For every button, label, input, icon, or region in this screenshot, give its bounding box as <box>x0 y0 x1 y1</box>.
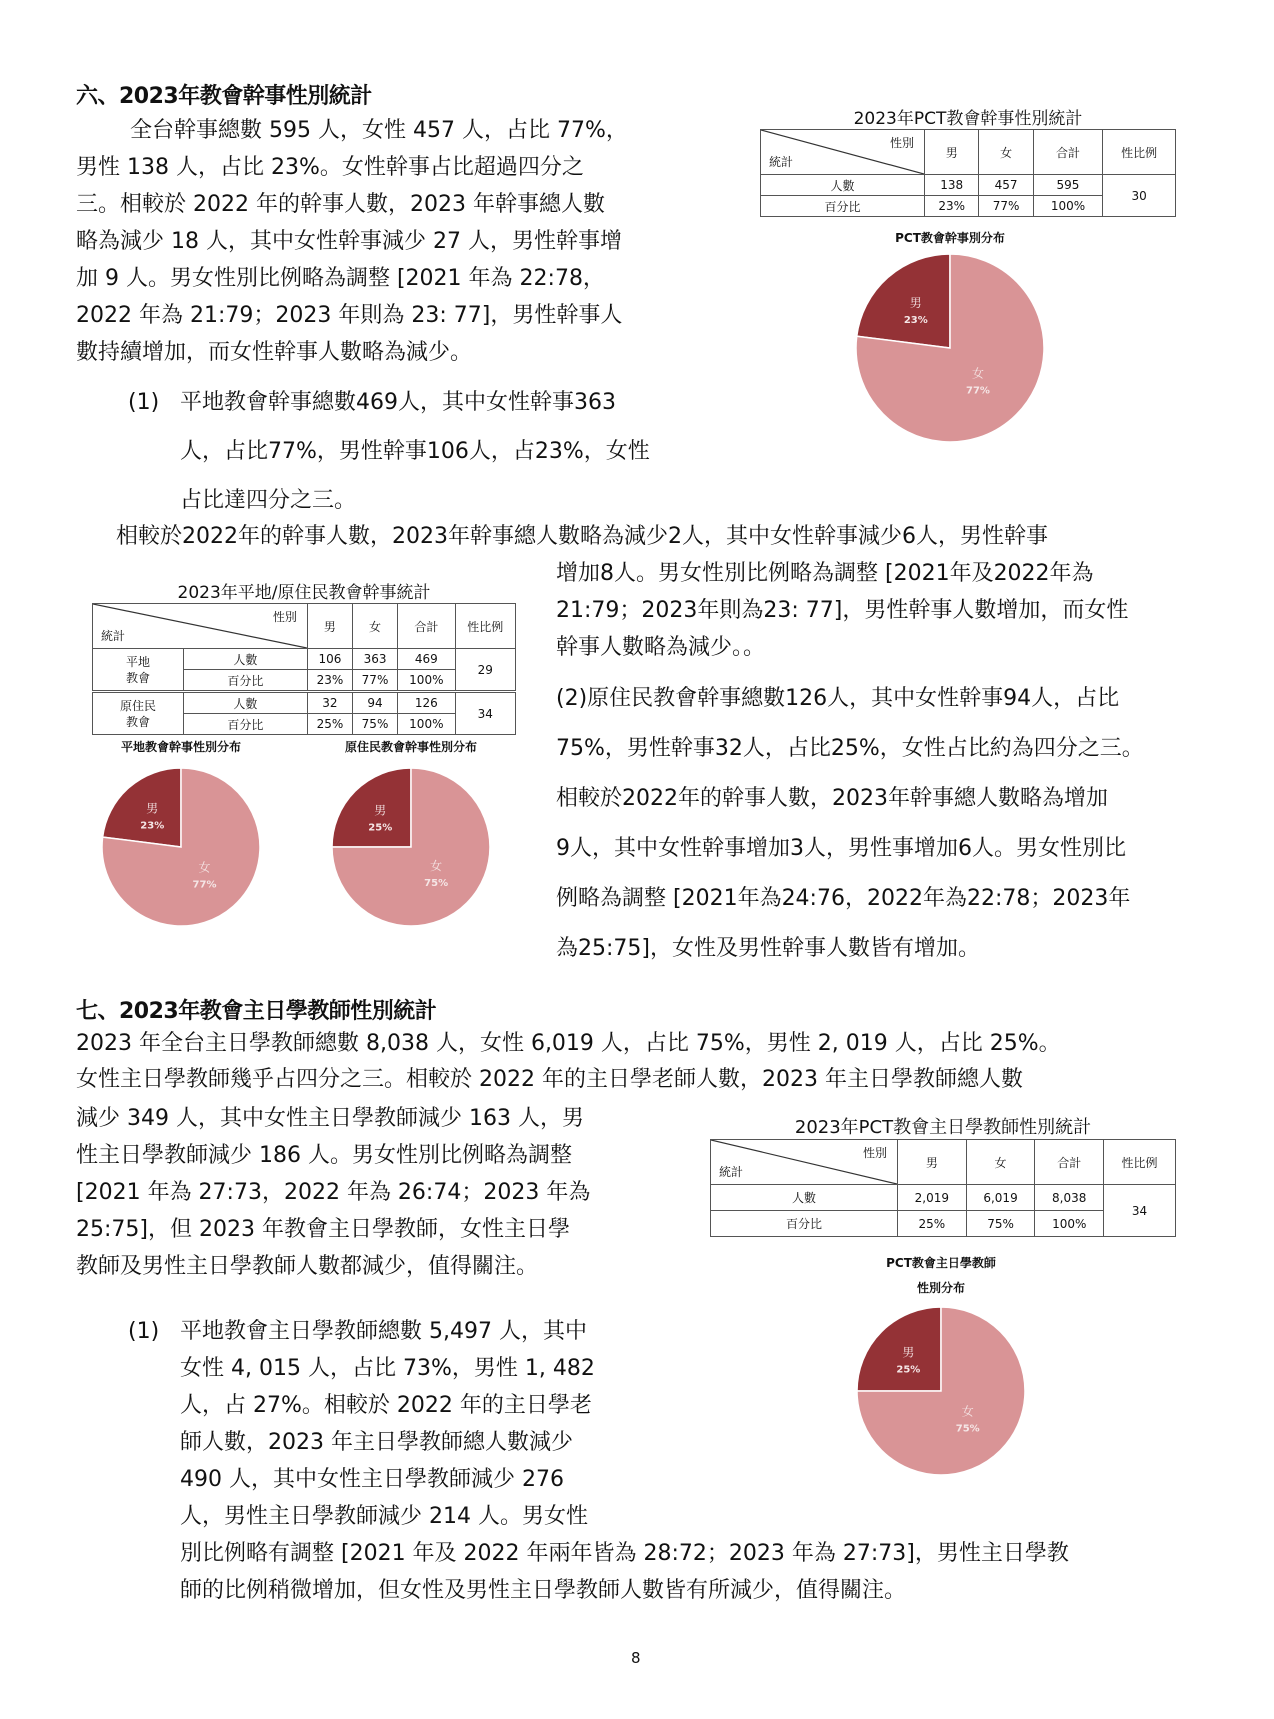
pie-value-label: 25% <box>896 1364 921 1376</box>
left-line: 25:75]，但 2023 年教會主日學教師，女性主日學 <box>76 1217 570 1242</box>
item2-line: 9人，其中女性幹事增加3人，男性事增加6人。男女性別比 <box>556 836 1126 861</box>
item1-line: 別比例略有調整 [2021 年及 2022 年兩年皆為 28:72；2023 年為 27:73]，男性主日學教 <box>180 1541 1069 1566</box>
pie-title: 原住民教會幹事性別分布 <box>344 740 477 754</box>
cell: 100% <box>398 714 456 735</box>
group-name-bottom: 教會 <box>125 670 150 685</box>
pie-title-line: PCT教會主日學教師 <box>886 1256 996 1270</box>
diag-top-label: 性別 <box>862 1146 887 1160</box>
table-row <box>93 692 516 714</box>
col-header: 性比例 <box>1103 130 1176 175</box>
group-label <box>93 649 184 692</box>
item1-line: 師人數，2023 年主日學教師總人數減少 <box>180 1430 573 1455</box>
cell: 75% <box>352 714 397 735</box>
ratio-cell: 34 <box>455 692 515 735</box>
section6-right-text <box>556 555 1128 666</box>
intro-line: 加 9 人。男女性別比例略為調整 [2021 年為 22:78， <box>76 266 605 291</box>
group-name-top: 平地 <box>125 654 150 669</box>
table-row <box>711 1185 1176 1211</box>
cell: 106 <box>307 649 352 670</box>
item1-line: 490 人，其中女性主日學教師減少 276 <box>180 1467 564 1492</box>
group-label <box>93 692 184 735</box>
item1-line: 占比達四分之三。 <box>180 488 357 513</box>
pie-chart-indigenous-staff <box>326 738 496 935</box>
item2-line: (2)原住民教會幹事總數126人，其中女性幹事94人，占比 <box>556 686 1120 711</box>
intro-line: 男性 138 人，占比 23%。女性幹事占比超過四分之 <box>76 155 584 180</box>
pie-slice-male <box>857 254 950 348</box>
cell: 138 <box>925 175 979 196</box>
cell: 8,038 <box>1035 1185 1104 1211</box>
cell: 457 <box>979 175 1033 196</box>
table-title: 2023年PCT教會幹事性別統計 <box>853 109 1083 129</box>
cell: 77% <box>352 670 397 692</box>
col-header: 合計 <box>1035 1140 1104 1185</box>
left-line: 性主日學教師減少 186 人。男女性別比例略為調整 <box>76 1143 572 1168</box>
item2-line: 為25:75]，女性及男性幹事人數皆有增加。 <box>556 936 980 961</box>
section6-heading: 六、2023年教會幹事性別統計 <box>76 84 372 109</box>
pie-category-label: 女 <box>971 366 984 381</box>
row-label: 人數 <box>711 1185 898 1211</box>
section6-item2 <box>556 674 1144 974</box>
item1-line: 人，男性主日學教師減少 214 人。男女性 <box>180 1504 588 1529</box>
cell: 363 <box>352 649 397 670</box>
col-header: 合計 <box>1033 130 1102 175</box>
diag-top-label: 性別 <box>889 136 914 150</box>
pie-value-label: 77% <box>966 385 990 397</box>
row-label: 百分比 <box>184 714 308 735</box>
section6-item1 <box>128 378 650 525</box>
pie-value-label: 75% <box>955 1423 980 1435</box>
ratio-cell: 29 <box>455 649 515 692</box>
pie-value-label: 23% <box>140 820 165 832</box>
table-row <box>93 649 516 670</box>
section6-compare-line <box>116 518 1048 555</box>
pie-title: PCT教會幹事別分布 <box>895 231 1005 245</box>
item2-line: 相較於2022年的幹事人數，2023年幹事總人數略為增加 <box>556 786 1108 811</box>
intro-line: 三。相較於 2022 年的幹事人數，2023 年幹事總人數 <box>76 192 605 217</box>
cell: 2,019 <box>898 1185 967 1211</box>
right-line: 幹事人數略為減少。。 <box>556 635 766 660</box>
diag-header-cell <box>711 1140 898 1185</box>
diag-top-label: 性別 <box>272 610 297 624</box>
table-row <box>761 175 1176 196</box>
section7-left-text <box>76 1100 590 1285</box>
cell: 126 <box>398 692 456 714</box>
cell: 6,019 <box>966 1185 1035 1211</box>
pie-category-label: 男 <box>374 803 387 818</box>
pie-chart-all-staff <box>850 229 1050 446</box>
col-header: 男 <box>307 604 352 649</box>
right-line: 增加8人。男女性別比例略為調整 [2021年及2022年為 <box>556 561 1094 586</box>
compare-line: 相較於2022年的幹事人數，2023年幹事總人數略為減少2人，其中女性幹事減少6人，男性幹事 <box>116 524 1048 549</box>
table-split-staff <box>92 578 516 735</box>
item-marker: (1) <box>128 1319 160 1344</box>
cell: 469 <box>398 649 456 670</box>
pie-slice-male <box>103 768 181 847</box>
group-name-bottom: 教會 <box>125 714 150 729</box>
intro-line: 數持續增加，而女性幹事人數略為減少。 <box>76 340 473 365</box>
item1-line: 人，占比77%，男性幹事106人，占23%，女性 <box>180 439 650 464</box>
item1-line: 人，占 27%。相較於 2022 年的主日學老 <box>180 1393 592 1418</box>
item1-line: 平地教會幹事總數469人，其中女性幹事363 <box>180 390 616 415</box>
cell: 77% <box>979 196 1033 217</box>
col-header: 女 <box>966 1140 1035 1185</box>
cell: 25% <box>307 714 352 735</box>
table-title: 2023年PCT教會主日學教師性別統計 <box>794 1117 1092 1138</box>
row-label: 人數 <box>184 692 308 714</box>
pie-category-label: 男 <box>146 801 159 816</box>
pie-category-label: 女 <box>961 1404 974 1419</box>
cell: 23% <box>925 196 979 217</box>
col-header: 女 <box>979 130 1033 175</box>
left-line: 教師及男性主日學教師人數都減少，值得關注。 <box>76 1254 539 1279</box>
intro-line: 全台幹事總數 595 人，女性 457 人，占比 77%， <box>130 118 628 143</box>
table-title: 2023年平地/原住民教會幹事統計 <box>177 583 431 603</box>
diag-bottom-label: 統計 <box>719 1165 744 1179</box>
row-label: 人數 <box>184 649 308 670</box>
col-header: 性比例 <box>455 604 515 649</box>
pie-category-label: 男 <box>909 296 922 311</box>
pie-value-label: 75% <box>424 878 449 890</box>
pie-chart-plains-staff <box>96 738 266 935</box>
pie-value-label: 23% <box>903 315 928 327</box>
item2-line: 例略為調整 [2021年為24:76，2022年為22:78；2023年 <box>556 886 1131 911</box>
pie-value-label: 25% <box>368 822 393 834</box>
diag-header-cell <box>93 604 308 649</box>
item1-line: 師的比例稍微增加，但女性及男性主日學教師人數皆有所減少，值得關注。 <box>180 1578 907 1603</box>
cell: 32 <box>307 692 352 714</box>
item-marker: (1) <box>128 390 160 415</box>
cell: 100% <box>398 670 456 692</box>
table-all-staff <box>760 104 1176 217</box>
row-label: 人數 <box>761 175 925 196</box>
pie-chart-sunday-school <box>846 1250 1036 1479</box>
ratio-cell: 34 <box>1104 1185 1176 1237</box>
left-line: [2021 年為 27:73，2022 年為 26:74；2023 年為 <box>76 1180 591 1205</box>
full-line: 女性主日學教師幾乎占四分之三。相較於 2022 年的主日學老師人數，2023 年主日學教師總人數 <box>76 1067 1023 1092</box>
row-label: 百分比 <box>184 670 308 692</box>
pie-title: 平地教會幹事性別分布 <box>120 740 241 754</box>
col-header: 性比例 <box>1104 1140 1176 1185</box>
pie-slice-male <box>332 768 411 847</box>
table-sunday-school <box>710 1113 1176 1237</box>
item1-line: 女性 4, 015 人，占比 73%，男性 1, 482 <box>180 1356 595 1381</box>
item2-line: 75%，男性幹事32人，占比25%，女性占比約為四分之三。 <box>556 736 1144 761</box>
row-label: 百分比 <box>761 196 925 217</box>
right-line: 21:79；2023年則為23: 77]，男性幹事人數增加，而女性 <box>556 598 1129 623</box>
section7-intro <box>76 1026 1061 1098</box>
cell: 94 <box>352 692 397 714</box>
pie-title-line: 性別分布 <box>916 1281 965 1295</box>
cell: 100% <box>1035 1211 1104 1237</box>
pie-value-label: 77% <box>192 879 217 891</box>
cell: 75% <box>966 1211 1035 1237</box>
intro-line: 2022 年為 21:79；2023 年則為 23: 77]，男性幹事人 <box>76 303 623 328</box>
pie-category-label: 男 <box>902 1345 915 1360</box>
pie-slice-male <box>857 1307 941 1391</box>
page-number: 8 <box>631 1649 641 1667</box>
cell: 23% <box>307 670 352 692</box>
diag-header-cell <box>761 130 925 175</box>
item1-line: 平地教會主日學教師總數 5,497 人，其中 <box>180 1319 587 1344</box>
pie-category-label: 女 <box>198 860 211 875</box>
diag-bottom-label: 統計 <box>769 155 794 169</box>
section6-intro <box>76 112 628 371</box>
cell: 25% <box>898 1211 967 1237</box>
pie-category-label: 女 <box>430 859 443 874</box>
full-line: 2023 年全台主日學教師總數 8,038 人，女性 6,019 人，占比 75%，男性 2, 019 人，占比 25%。 <box>76 1031 1061 1056</box>
row-label: 百分比 <box>711 1211 898 1237</box>
col-header: 男 <box>898 1140 967 1185</box>
ratio-cell: 30 <box>1103 175 1176 217</box>
col-header: 男 <box>925 130 979 175</box>
diag-bottom-label: 統計 <box>101 629 126 643</box>
col-header: 女 <box>352 604 397 649</box>
section7-heading: 七、2023年教會主日學教師性別統計 <box>76 999 437 1024</box>
cell: 100% <box>1033 196 1102 217</box>
intro-line: 略為減少 18 人，其中女性幹事減少 27 人，男性幹事增 <box>76 229 622 254</box>
group-name-top: 原住民 <box>119 698 156 713</box>
cell: 595 <box>1033 175 1102 196</box>
col-header: 合計 <box>398 604 456 649</box>
left-line: 減少 349 人，其中女性主日學教師減少 163 人，男 <box>76 1106 584 1131</box>
